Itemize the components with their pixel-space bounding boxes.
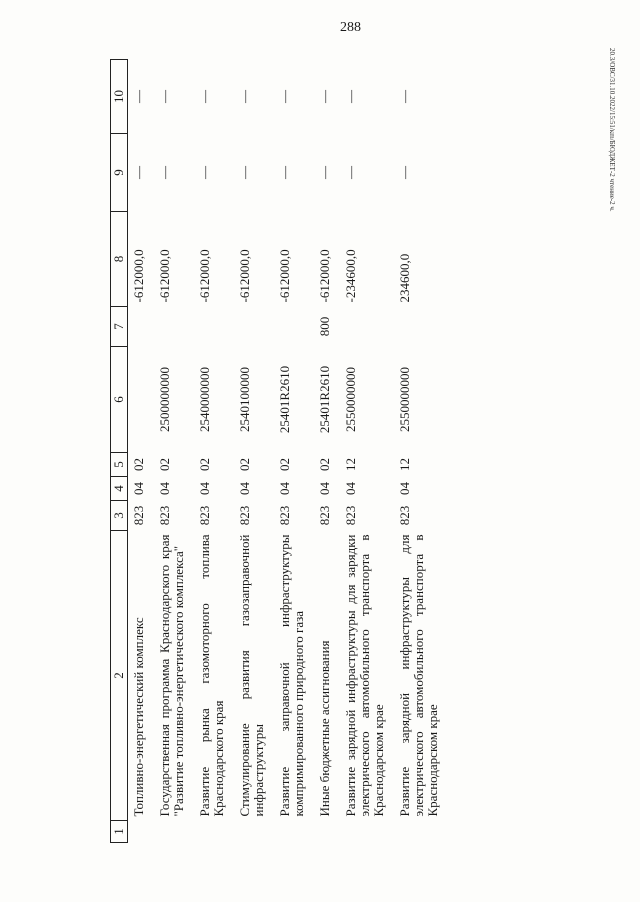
- header-cell: 2: [111, 531, 128, 821]
- col9-cell: —: [197, 166, 212, 179]
- ministry-code-cell: 823: [397, 505, 412, 526]
- section-code-cell: 04: [157, 482, 172, 495]
- subsection-code-cell: 02: [197, 458, 212, 471]
- row-name-cell: Развитие заправочной инфраструктуры компримированного природного газа: [277, 534, 306, 817]
- col10-cell: —: [397, 90, 412, 103]
- ministry-code-cell: 823: [157, 505, 172, 526]
- section-code-cell: 04: [237, 482, 252, 495]
- target-article-cell: 2540000000: [197, 367, 212, 432]
- header-cell: 8: [111, 212, 128, 307]
- col10-cell: —: [237, 90, 252, 103]
- col9-cell: —: [317, 166, 332, 179]
- col9-cell: —: [157, 166, 172, 179]
- amount-cell: 234600,0: [397, 253, 412, 303]
- row-name-cell: Иные бюджетные ассигнования: [317, 640, 332, 817]
- amount-cell: -612000,0: [131, 249, 146, 303]
- document-stamp: 20.3/ОВС/31.10.2022/15:51/кm/БЮДЖЕТ-2 чтение-2 ч.: [608, 48, 616, 212]
- col9-cell: —: [277, 166, 292, 179]
- row-number-cell: [274, 821, 314, 843]
- subsection-code-cell: 12: [343, 458, 358, 471]
- header-cell: 4: [111, 477, 128, 501]
- subsection-code-cell: 12: [397, 458, 412, 471]
- target-article-cell: 25401R2610: [277, 365, 292, 434]
- expense-type-cell: [394, 307, 448, 347]
- header-cell: 9: [111, 134, 128, 212]
- col9-cell: —: [131, 166, 146, 179]
- subsection-code-cell: 02: [237, 458, 252, 471]
- ministry-code-cell: 823: [277, 505, 292, 526]
- section-code-cell: 04: [397, 482, 412, 495]
- table-row: [314, 60, 340, 843]
- col10-cell: —: [343, 90, 358, 103]
- amount-cell: -612000,0: [197, 249, 212, 303]
- section-code-cell: 04: [197, 482, 212, 495]
- amount-cell: -612000,0: [277, 249, 292, 303]
- expense-type-cell: 800: [317, 316, 332, 337]
- ministry-code-cell: 823: [237, 505, 252, 526]
- amount-cell: -612000,0: [237, 249, 252, 303]
- row-number-cell: [394, 821, 448, 843]
- header-cell: 5: [111, 453, 128, 477]
- col9-cell: —: [237, 166, 252, 179]
- ministry-code-cell: 823: [317, 505, 332, 526]
- col9-cell: —: [397, 166, 412, 179]
- ministry-code-cell: 823: [197, 505, 212, 526]
- header-cell: 1: [111, 821, 128, 843]
- budget-table-container: [110, 60, 590, 843]
- header-cell: 10: [111, 60, 128, 134]
- section-code-cell: 04: [131, 482, 146, 495]
- col9-cell: —: [343, 166, 358, 179]
- col10-cell: —: [317, 90, 332, 103]
- subsection-code-cell: 02: [277, 458, 292, 471]
- target-article-cell: 2500000000: [157, 367, 172, 432]
- row-name-cell: Развитие зарядной инфраструктуры для зарядки электрического автомобильного транспорта в Краснодарском крае: [343, 534, 386, 817]
- amount-cell: -612000,0: [157, 249, 172, 303]
- target-article-cell: 2550000000: [343, 367, 358, 432]
- section-code-cell: 04: [343, 482, 358, 495]
- budget-table: [110, 59, 448, 843]
- table-row: [340, 60, 394, 843]
- expense-type-cell: [154, 307, 194, 347]
- row-number-cell: [194, 821, 234, 843]
- expense-type-cell: [234, 307, 274, 347]
- row-number-cell: [340, 821, 394, 843]
- table-row: [394, 60, 448, 843]
- col10-cell: —: [277, 90, 292, 103]
- target-article-cell: 2550000000: [397, 367, 412, 432]
- header-cell: 3: [111, 501, 128, 531]
- expense-type-cell: [340, 307, 394, 347]
- row-number-cell: [154, 821, 194, 843]
- section-code-cell: 04: [277, 482, 292, 495]
- col10-cell: —: [157, 90, 172, 103]
- row-name-cell: Топливно-энергетический комплекс: [131, 617, 146, 817]
- row-name-cell: Развитие зарядной инфраструктуры для электрического автомобильного транспорта в Краснодарском крае: [397, 534, 440, 817]
- amount-cell: -234600,0: [343, 249, 358, 303]
- target-article-cell: 25401R2610: [317, 365, 332, 434]
- expense-type-cell: [194, 307, 234, 347]
- table-row: [154, 60, 194, 843]
- expense-type-cell: [274, 307, 314, 347]
- amount-cell: -612000,0: [317, 249, 332, 303]
- target-article-cell: [128, 347, 155, 453]
- target-article-cell: 2540100000: [237, 367, 252, 432]
- row-number-cell: [128, 821, 155, 843]
- ministry-code-cell: 823: [343, 505, 358, 526]
- col10-cell: —: [197, 90, 212, 103]
- table-row: [194, 60, 234, 843]
- expense-type-cell: [128, 307, 155, 347]
- header-cell: 7: [111, 307, 128, 347]
- subsection-code-cell: 02: [317, 458, 332, 471]
- row-name-cell: Государственная программа Краснодарского края "Развитие топливно-энергетического комплекса": [157, 534, 186, 817]
- table-row: [128, 60, 155, 843]
- section-code-cell: 04: [317, 482, 332, 495]
- header-cell: 6: [111, 347, 128, 453]
- subsection-code-cell: 02: [157, 458, 172, 471]
- table-row: [274, 60, 314, 843]
- table-header-row: [111, 60, 128, 843]
- row-name-cell: Стимулирование развития газозаправочной инфраструктуры: [237, 534, 266, 817]
- row-number-cell: [314, 821, 340, 843]
- subsection-code-cell: 02: [131, 458, 146, 471]
- row-name-cell: Развитие рынка газомоторного топлива Краснодарского края: [197, 534, 226, 817]
- col10-cell: —: [131, 90, 146, 103]
- page-number: 288: [340, 20, 361, 35]
- ministry-code-cell: 823: [131, 505, 146, 526]
- row-number-cell: [234, 821, 274, 843]
- table-row: [234, 60, 274, 843]
